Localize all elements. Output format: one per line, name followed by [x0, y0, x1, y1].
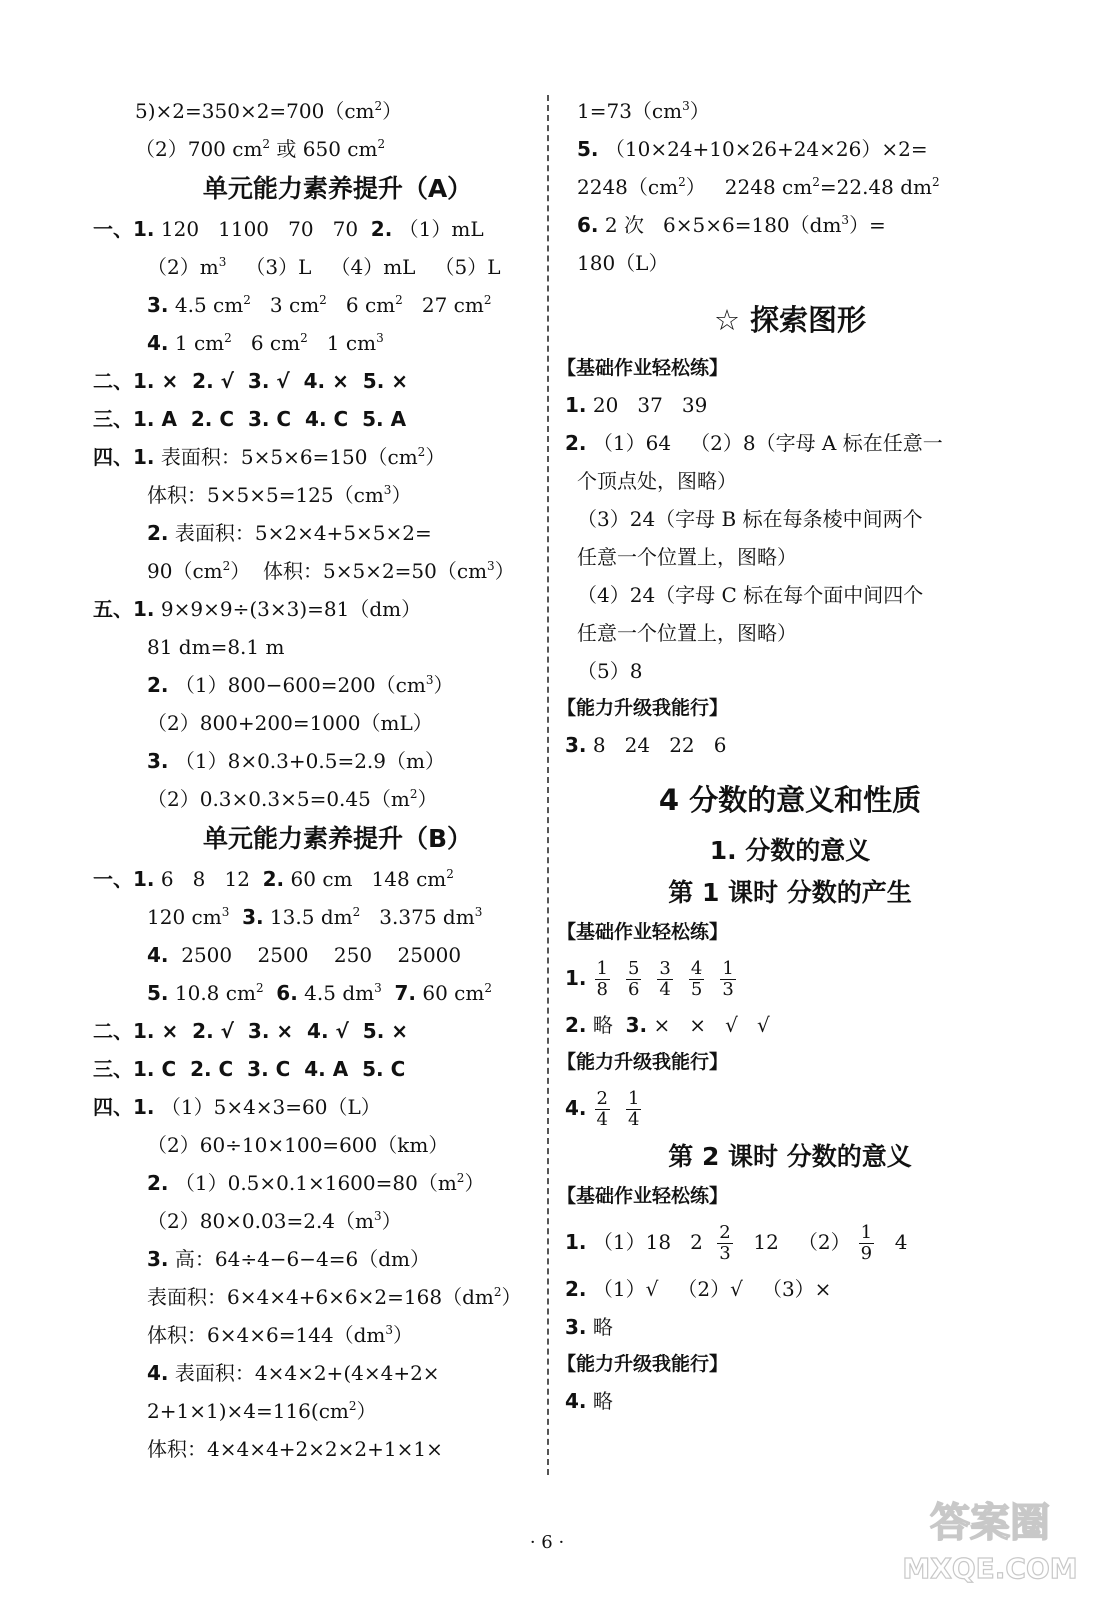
answer-line: $2+1\times 1)\times 4=116(cm^2)$	[147, 1399, 377, 1423]
right-column	[557, 92, 1015, 1420]
fraction	[689, 959, 704, 1000]
answer-line: 1. （1）18 2 $\frac{2}{3}$ 12 （2） $\frac{1}{9}$ 4	[565, 1222, 908, 1264]
fraction	[657, 959, 672, 1000]
answer-line: （3）24（字母 B 标在每条棱中间两个	[577, 507, 923, 531]
answer-line: 一、1. 120 1100 70 70 2. （1）mL	[93, 217, 484, 241]
answer-line: 表面积：$6\times 4\times 4+6\times 6\times 2=168(dm^2)$	[147, 1285, 522, 1309]
numerator: 1	[627, 1088, 640, 1109]
answer-line: 任意一个位置上，图略）	[577, 621, 797, 645]
answer-line: 4. 略	[565, 1389, 613, 1413]
numerator: 1	[596, 958, 608, 979]
answer-line: 四、1. （1）5×4×3=60（L）	[93, 1095, 381, 1119]
answer-line: 2. （1）64 （2）8（字母 A 标在任意一	[565, 431, 943, 455]
denominator: 4	[627, 1109, 640, 1130]
answer-line: 3. 略	[565, 1315, 613, 1339]
answer-line: 三、1. A 2. C 3. C 4. C 5. A	[93, 407, 407, 431]
answer-line: （4）24（字母 C 标在每个面中间四个	[577, 583, 924, 607]
answer-line: 6. 2 次 $6\times 5\times 6=180(dm^3)=$	[577, 213, 886, 237]
section-tag: 【能力升级我能行】	[557, 697, 729, 719]
answer-line: 4. 2500 2500 250 25000	[147, 943, 462, 967]
section-tag: 【基础作业轻松练】	[557, 357, 729, 379]
numerator: 5	[627, 958, 640, 979]
answer-line: 个顶点处，图略）	[577, 469, 737, 493]
denominator: 4	[659, 979, 671, 1000]
numerator: 1	[722, 958, 734, 979]
watermark-logo	[900, 1488, 1080, 1588]
fraction	[595, 959, 610, 1000]
denominator: 3	[722, 979, 734, 1000]
answer-line: 五、1. 9×9×9÷(3×3)=81（dm）	[93, 597, 422, 621]
section-heading-a: 单元能力素养提升（A）	[202, 174, 473, 203]
answer-line: 4. 1 $cm^2$ 6 $cm^2$ 1 $cm^3$	[147, 331, 384, 355]
answer-line: 2. $(1)800-600=200(cm^3)$	[147, 673, 454, 697]
answer-line: 体积：$6\times 4\times 6=144(dm^3)$	[147, 1323, 414, 1347]
answer-line: $90(cm^2)$ 体积：$5\times 5\times 2=50(cm^3)$	[147, 559, 515, 583]
fraction	[626, 1089, 641, 1130]
section-tag: 【基础作业轻松练】	[557, 921, 729, 943]
answer-line: （2）60÷10×100=600（km）	[147, 1133, 449, 1157]
fraction: $\frac{1}{9}$	[860, 1222, 873, 1264]
answer-line: （2）800+200=1000（mL）	[147, 711, 433, 735]
numerator: 2	[596, 1088, 608, 1109]
fraction	[720, 959, 735, 1000]
watermark-text-top: 答案圈	[930, 1500, 1050, 1546]
answer-line: $(2)80\times 0.03=2.4(m^3)$	[147, 1209, 402, 1233]
answer-line: 二、1. × 2. √ 3. × 4. √ 5. ×	[93, 1019, 409, 1043]
answer-line: $5)\times 2=350\times 2=700(cm^2)$	[135, 99, 403, 123]
subsection-heading: 1. 分数的意义	[709, 836, 871, 865]
section-tag: 【能力升级我能行】	[557, 1051, 729, 1073]
answer-line: 3. 8 24 22 6	[565, 733, 727, 757]
denominator: 5	[690, 979, 703, 1000]
answer-line: 二、1. × 2. √ 3. √ 4. × 5. ×	[93, 369, 409, 393]
column-divider	[547, 95, 549, 1475]
answer-line: 三、1. C 2. C 3. C 4. A 5. C	[93, 1057, 406, 1081]
denominator: 4	[596, 1109, 608, 1130]
answer-line: 一、1. 6 8 12 2. 60 cm 148 $cm^2$	[93, 867, 454, 891]
chapter-heading: 4 分数的意义和性质	[658, 783, 922, 817]
denominator: 6	[627, 979, 640, 1000]
answer-line: 2. 略 3. × × √ √	[565, 1013, 770, 1037]
answer-line: 2. $(1)0.5\times 0.1\times 1600=80(m^2)$	[147, 1171, 485, 1195]
denominator: 8	[596, 979, 608, 1000]
section-heading-explore: ☆ 探索图形	[713, 303, 867, 337]
left-column	[93, 92, 540, 1468]
answer-line: 120 $cm^3$ 3. 13.5 $dm^2$ 3.375 $dm^3$	[147, 905, 483, 929]
answer-line: 5. （10×24+10×26+24×26）×2=	[577, 137, 928, 161]
lesson-heading: 第 2 课时 分数的意义	[668, 1142, 912, 1171]
page-number: · 6 ·	[529, 1532, 565, 1553]
answer-line: 2. 表面积：5×2×4+5×5×2=	[147, 521, 432, 545]
answer-line: 3. 高：64÷4−6−4=6（dm）	[147, 1247, 431, 1271]
answer-line: 2. （1）√ （2）√ （3）×	[565, 1277, 832, 1301]
answer-line: 任意一个位置上，图略）	[577, 545, 797, 569]
section-tag: 【基础作业轻松练】	[557, 1185, 729, 1207]
fraction	[626, 959, 641, 1000]
answer-line: 体积：$5\times 5\times 5=125(cm^3)$	[147, 483, 412, 507]
fraction	[595, 1089, 610, 1130]
answer-line: $2248(cm^2)$ 2248 $cm^2=22.48$ $dm^2$	[577, 175, 940, 199]
section-tag: 【能力升级我能行】	[557, 1353, 729, 1375]
answer-line: 1. 20 37 39	[565, 393, 708, 417]
answer-line: 5. 10.8 $cm^2$ 6. 4.5 $dm^3$ 7. 60 $cm^2$	[147, 981, 492, 1005]
lesson-heading: 第 1 课时 分数的产生	[668, 878, 912, 907]
answer-line: $(2)0.3\times 0.3\times 5=0.45(m^2)$	[147, 787, 438, 811]
answer-line: （2）700 $cm^2$ 或 650 $cm^2$	[135, 137, 386, 161]
numerator: 3	[659, 958, 671, 979]
section-heading-b: 单元能力素养提升（B）	[202, 824, 473, 853]
answer-line: 180（L）	[577, 251, 669, 275]
answer-line: 4. 表面积：4×4×2+(4×4+2×	[147, 1361, 440, 1385]
answer-line: $1=73(cm^3)$	[577, 99, 710, 123]
answer-line: 3. （1）8×0.3+0.5=2.9（m）	[147, 749, 445, 773]
answer-line: $(2)m^3$ （3）L （4）mL （5）L	[147, 255, 501, 279]
answer-line: 四、1. 表面积：$5\times 5\times 6=150(cm^2)$	[93, 445, 446, 469]
answer-line-fractions: 4. $\frac{2}{4}$ $\frac{1}{4}$	[565, 1080, 1015, 1136]
answer-line-fractions: 1. $\frac{1}{8}$ $\frac{5}{6}$ $\frac{3}{4}$ $\frac{4}{5}$ $\frac{1}{3}$	[565, 950, 1015, 1006]
fraction: $\frac{2}{3}$	[719, 1222, 731, 1264]
answer-line: 体积：4×4×4+2×2×2+1×1×	[147, 1437, 443, 1461]
answer-line: 81 dm=8.1 m	[147, 635, 285, 659]
answer-line: 3. 4.5 $cm^2$ 3 $cm^2$ 6 $cm^2$ 27 $cm^2$	[147, 293, 492, 317]
watermark-text-bottom: MXQE.COM	[902, 1552, 1078, 1585]
answer-line: （5）8	[577, 659, 643, 683]
numerator: 4	[690, 958, 703, 979]
